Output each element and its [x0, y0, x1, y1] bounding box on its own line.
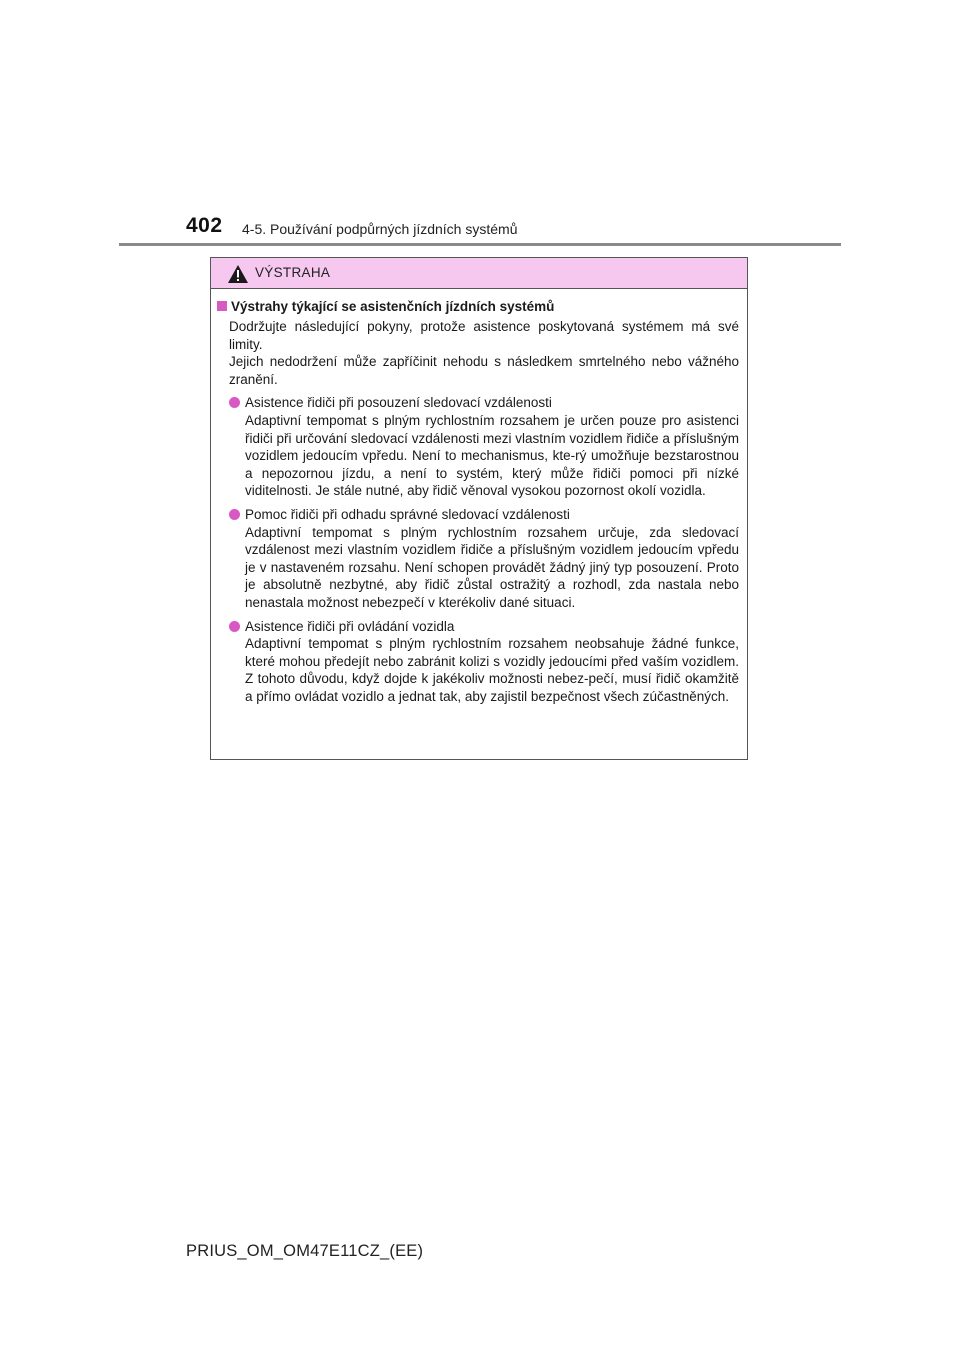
- list-item-title: Pomoc řidiči při odhadu správné sledovací vzdálenosti: [245, 506, 570, 522]
- warning-triangle-icon: [227, 264, 249, 284]
- round-bullet-icon: [229, 509, 240, 520]
- warning-heading-text: Výstrahy týkající se asistenčních jízdních systémů: [231, 299, 555, 314]
- list-item-text: Adaptivní tempomat s plným rychlostním rozsahem určuje, zda sledovací vzdálenost mezi vlastním vozidlem řidiče a příslušným vozidlem jedoucím vpředu je v nastaveném rozsahu. Není schopen provádět žádný jiný typ posouzení. Proto je absolutně nezbytné, aby řidič zůstal ostražitý a rozhodl, zda nastala nebo nenastala možnost nebezpečí v kterékoliv dané situaci.: [245, 524, 739, 610]
- list-item: [229, 394, 739, 500]
- intro-paragraph-1: Dodržujte následující pokyny, protože asistence poskytovaná systémem má své limity.: [229, 319, 739, 352]
- list-item: [229, 506, 739, 612]
- warning-heading: [217, 299, 739, 314]
- page-number: 402: [186, 214, 223, 237]
- square-bullet-icon: [217, 301, 227, 311]
- warning-body: [211, 289, 747, 711]
- warning-header: [211, 258, 747, 289]
- section-title: 4-5. Používání podpůrných jízdních systémů: [242, 221, 518, 237]
- list-item-title: Asistence řidiči při posouzení sledovací vzdálenosti: [245, 395, 552, 411]
- intro-paragraph-2: Jejich nedodržení může zapříčinit nehodu s následkem smrtelného nebo vážného zranění.: [229, 354, 739, 387]
- warning-title: VÝSTRAHA: [255, 265, 331, 280]
- list-item: [229, 618, 739, 706]
- document-code: PRIUS_OM_OM47E11CZ_(EE): [186, 1242, 424, 1260]
- warning-box: [210, 257, 748, 760]
- round-bullet-icon: [229, 397, 240, 408]
- list-item-text: Adaptivní tempomat s plným rychlostním rozsahem je určen pouze pro asistenci řidiči při určování sledovací vzdálenosti mezi vlastním vozidlem řidiče a příslušným vozidlem jedoucím vpředu. Není to mechanismus, kte-rý umožňuje bezstarostnou a nepozornou jízdu, a není to systém, který může řidiči pomoci při nízké viditelnosti. Je stále nutné, aby řidič věnoval vysokou pozornost okolí vozidla.: [245, 412, 739, 499]
- header-divider: [119, 243, 841, 246]
- round-bullet-icon: [229, 621, 240, 632]
- list-item-text: Adaptivní tempomat s plným rychlostním rozsahem neobsahuje žádné funkce, které mohou předejít nebo zabránit kolizi s vozidly jedoucími před vaším vozidlem. Z tohoto důvodu, když dojde k jakékoliv možnosti nebez-pečí, musí řidič okamžitě a přímo ovládat vozidlo a jednat tak, aby zajistil bezpečnost všech zúčastněných.: [245, 636, 739, 704]
- list-item-title: Asistence řidiči při ovládání vozidla: [245, 618, 455, 634]
